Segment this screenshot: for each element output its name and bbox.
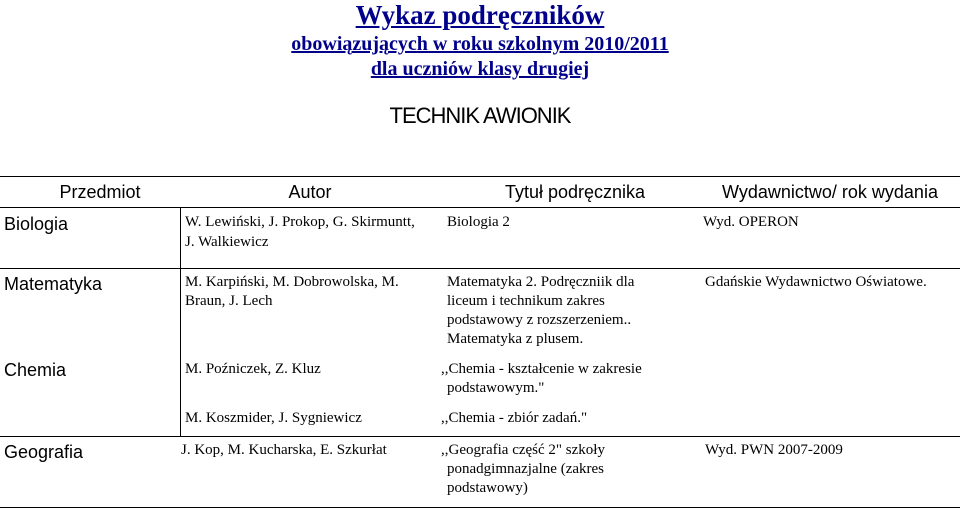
row-divider-geografia [0, 436, 960, 437]
row-geografia-subject: Geografia [4, 442, 84, 462]
header-subject: Przedmiot [59, 182, 141, 202]
document-title: Wykaz podręczników [355, 0, 605, 30]
row-matematyka-title-line4: Matematyka z plusem. [447, 331, 584, 347]
row-matematyka-title-line3: podstawowy z rozszerzeniem.. [447, 312, 632, 328]
header-publisher: Wydawnictwo/ rok wydania [722, 182, 938, 202]
row-matematyka-subject: Matematyka [4, 274, 103, 294]
row-geografia-publisher: Wyd. PWN 2007-2009 [705, 442, 843, 458]
row-geografia-title-line3: podstawowy) [447, 480, 528, 496]
row-biologia-subject: Biologia [4, 214, 69, 234]
table-header-row [0, 178, 960, 206]
row-chemia-subject: Chemia [4, 360, 67, 380]
row-matematyka-author-line2: Braun, J. Lech [185, 293, 273, 309]
row-matematyka-author-line1: M. Karpiński, M. Dobrowolska, M. [185, 274, 399, 290]
header-bottom-border [0, 207, 960, 208]
row-chemia-zadania-author: M. Koszmider, J. Sygniewicz [185, 410, 362, 426]
header-title: Tytuł podręcznika [504, 182, 646, 202]
row-divider-matematyka [0, 268, 960, 269]
row-matematyka-publisher: Gdańskie Wydawnictwo Oświatowe. [705, 274, 927, 290]
row-biologia-publisher: Wyd. OPERON [703, 214, 799, 230]
row-geografia-title-line1: ,,Geografia część 2" szkoły [441, 442, 605, 458]
document-subtitle-year: obowiązujących w roku szkolnym 2010/2011 [291, 33, 669, 55]
header-author: Autor [288, 182, 332, 202]
row-chemia-zadania-title: ,,Chemia - zbiór zadań." [441, 410, 588, 426]
row-chemia-title-line2: podstawowym." [447, 380, 545, 396]
specialty-heading: TECHNIK AWIONIK [389, 103, 571, 128]
row-geografia-author: J. Kop, M. Kucharska, E. Szkurłat [181, 442, 387, 458]
document-subtitle-class: dla uczniów klasy drugiej [370, 58, 590, 80]
row-chemia-title-line1: ,,Chemia - kształcenie w zakresie [441, 361, 642, 377]
row-biologia-author-line1: W. Lewiński, J. Prokop, G. Skirmuntt, [185, 214, 415, 230]
row-chemia-author: M. Poźniczek, Z. Kluz [185, 361, 321, 377]
table-bottom-border [0, 507, 960, 508]
row-matematyka-title-line1: Matematyka 2. Podręczniik dla [447, 274, 635, 290]
row-geografia-title-line2: ponadgimnazjalne (zakres [447, 461, 605, 477]
row-matematyka-title-line2: liceum i technikum zakres [447, 293, 605, 309]
row-biologia-title: Biologia 2 [447, 214, 510, 230]
column-divider-subject [180, 207, 181, 436]
row-biologia-author-line2: J. Walkiewicz [185, 234, 269, 250]
table-top-border [0, 176, 960, 177]
